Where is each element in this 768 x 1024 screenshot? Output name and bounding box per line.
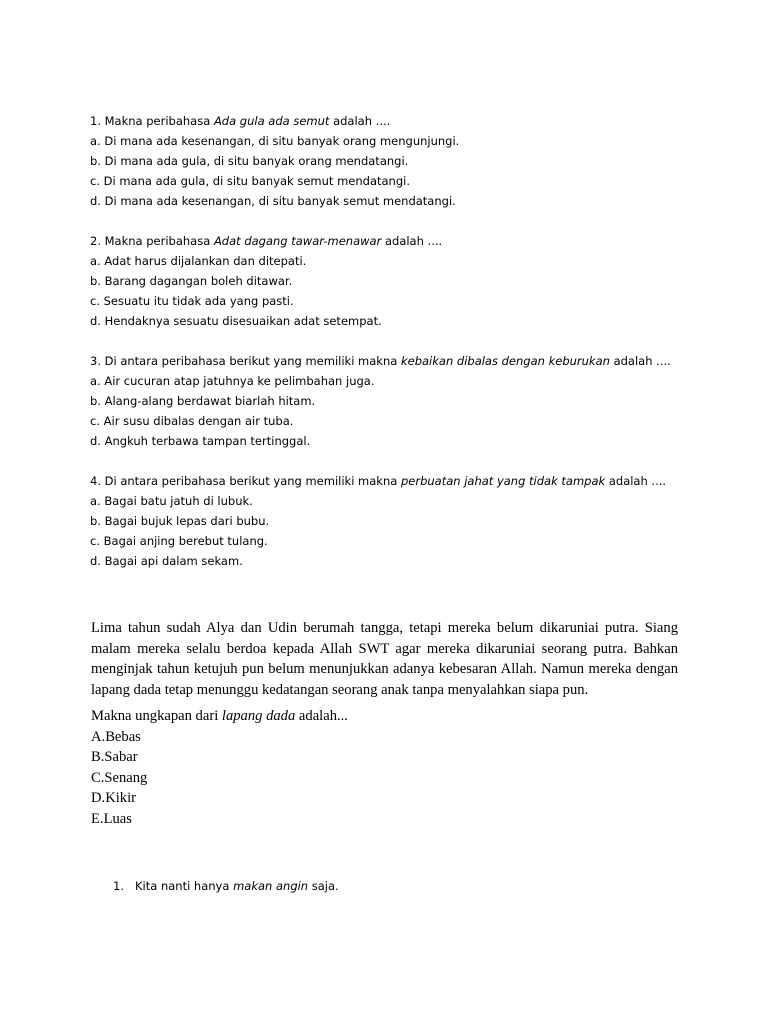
- story-option-b: B.Sabar: [91, 749, 138, 765]
- option-c: c. Air susu dibalas dengan air tuba.: [90, 414, 294, 428]
- option-d: d. Bagai api dalam sekam.: [90, 554, 243, 568]
- story-option-e: E.Luas: [91, 810, 132, 827]
- option-c: c. Di mana ada gula, di situ banyak semut mendatangi.: [90, 174, 410, 188]
- story-option-d: D.Kikir: [91, 790, 136, 806]
- question-1: [90, 111, 710, 211]
- question-stem: 4. Di antara peribahasa berikut yang memiliki makna perbuatan jahat yang tidak tampak adalah ....: [90, 474, 667, 488]
- question-stem: 1. Makna peribahasa Ada gula ada semut adalah ....: [90, 114, 391, 128]
- story-option-c: C.Senang: [91, 769, 148, 786]
- story-question-stem: Makna ungkapan dari lapang dada adalah...: [91, 708, 348, 724]
- option-c: c. Bagai anjing berebut tulang.: [90, 534, 268, 548]
- story-option-a: A.Bebas: [91, 728, 141, 745]
- option-a: a. Adat harus dijalankan dan ditepati.: [90, 254, 307, 268]
- question-3: [90, 351, 710, 451]
- option-d: d. Hendaknya sesuatu disesuaikan adat setempat.: [90, 314, 382, 328]
- option-d: d. Di mana ada kesenangan, di situ banyak semut mendatangi.: [90, 194, 456, 208]
- story-paragraph: Lima tahun sudah Alya dan Udin berumah tangga, tetapi mereka belum dikaruniai putra. Siang malam mereka selalu berdoa kepada Allah SWT agar mereka dikaruniai seorang putra. Bahkan menginjak tahun ketujuh pun belum menunjukkan adanya kebesaran Allah. Namun mereka dengan lapang dada tetap menunggu kedatangan seorang anak tanpa menyalahkan siapa pun.: [91, 620, 678, 698]
- option-b: b. Alang-alang berdawat biarlah hitam.: [90, 394, 316, 408]
- option-b: b. Bagai bujuk lepas dari bubu.: [90, 514, 270, 528]
- option-b: b. Barang dagangan boleh ditawar.: [90, 274, 293, 288]
- numbered-item: 1. Kita nanti hanya makan angin saja.: [113, 876, 339, 896]
- question-stem: 2. Makna peribahasa Adat dagang tawar-menawar adalah ....: [90, 234, 443, 248]
- option-a: a. Bagai batu jatuh di lubuk.: [90, 494, 253, 508]
- item-number: 1.: [113, 879, 124, 893]
- option-a: a. Di mana ada kesenangan, di situ banyak orang mengunjungi.: [90, 134, 460, 148]
- option-a: a. Air cucuran atap jatuhnya ke pelimbahan juga.: [90, 374, 375, 388]
- option-b: b. Di mana ada gula, di situ banyak orang mendatangi.: [90, 154, 409, 168]
- option-c: c. Sesuatu itu tidak ada yang pasti.: [90, 294, 294, 308]
- option-d: d. Angkuh terbawa tampan tertinggal.: [90, 434, 311, 448]
- question-4: [90, 471, 710, 571]
- question-stem: 3. Di antara peribahasa berikut yang memiliki makna kebaikan dibalas dengan keburukan adalah ....: [90, 354, 671, 368]
- question-2: [90, 231, 710, 331]
- story-question: [91, 706, 678, 829]
